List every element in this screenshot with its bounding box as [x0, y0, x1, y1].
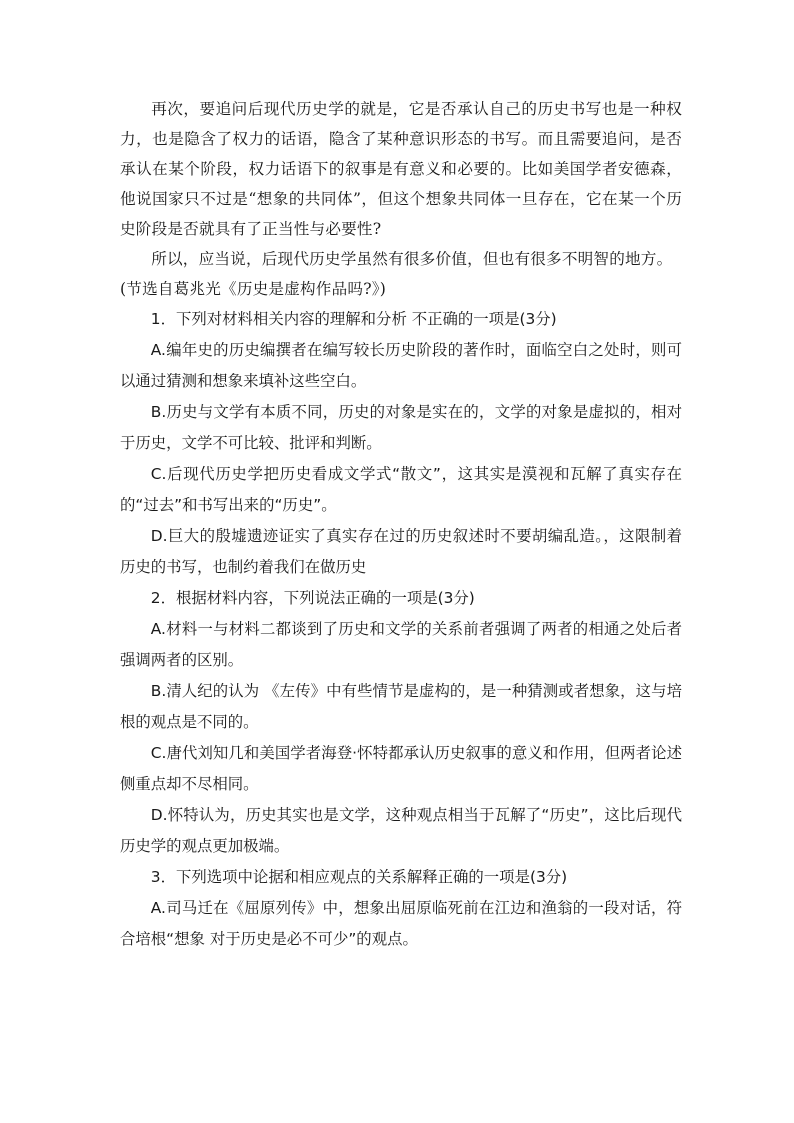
option-d: D.怀特认为，历史其实也是文学，这种观点相当于瓦解了“历史”，这比后现代历史学的观点更加极端。	[120, 806, 682, 855]
option-a: A.材料一与材料二都谈到了历史和文学的关系前者强调了两者的相通之处后者强调两者的区别。	[120, 620, 682, 669]
question-stem: 2．根据材料内容，下列说法正确的一项是(3分)	[150, 589, 475, 607]
option-a: A.司马迁在《屈原列传》中，想象出屈原临死前在江边和渔翁的一段对话，符合培根“想象 对于历史是必不可少”的观点。	[120, 899, 682, 948]
question	[120, 862, 682, 955]
passage-paragraph: 所以，应当说，后现代历史学虽然有很多价值，但也有很多不明智的地方。	[151, 250, 673, 268]
question	[120, 583, 682, 862]
document-page	[120, 94, 682, 955]
passage	[120, 94, 682, 304]
option-c: C.后现代历史学把历史看成文学式“散文”，这其实是漠视和瓦解了真实存在的“过去”和书写出来的“历史”。	[120, 465, 682, 514]
option-b: B.清人纪的认为 《左传》中有些情节是虚构的，是一种猜测或者想象，这与培根的观点是不同的。	[120, 682, 682, 731]
question-stem: 3．下列选项中论据和相应观点的关系解释正确的一项是(3分)	[150, 868, 568, 886]
question-list	[120, 304, 682, 955]
question-stem: 1．下列对材料相关内容的理解和分析 不正确的一项是(3分)	[150, 310, 557, 328]
option-c: C.唐代刘知几和美国学者海登·怀特都承认历史叙事的意义和作用，但两者论述侧重点却不尽相同。	[120, 744, 682, 793]
question	[120, 304, 682, 583]
option-a: A.编年史的历史编撰者在编写较长历史阶段的著作时，面临空白之处时，则可以通过猜测和想象来填补这些空白。	[120, 341, 682, 390]
option-b: B.历史与文学有本质不同，历史的对象是实在的，文学的对象是虚拟的，相对于历史，文学不可比较、批评和判断。	[120, 403, 682, 452]
passage-source: (节选自葛兆光《历史是虚构作品吗?》)	[120, 280, 387, 298]
option-d: D.巨大的殷墟遗迹证实了真实存在过的历史叙述时不要胡编乱造。，这限制着历史的书写，也制约着我们在做历史	[120, 527, 682, 576]
passage-paragraph: 再次，要追问后现代历史学的就是，它是否承认自己的历史书写也是一种权力，也是隐含了权力的话语，隐含了某种意识形态的书写。而且需要追问，是否承认在某个阶段，权力话语下的叙事是有意义和必要的。比如美国学者安德森，他说国家只不过是“想象的共同体”，但这个想象共同体一旦存在，它在某一个历史阶段是否就具有了正当性与必要性?	[120, 100, 682, 238]
